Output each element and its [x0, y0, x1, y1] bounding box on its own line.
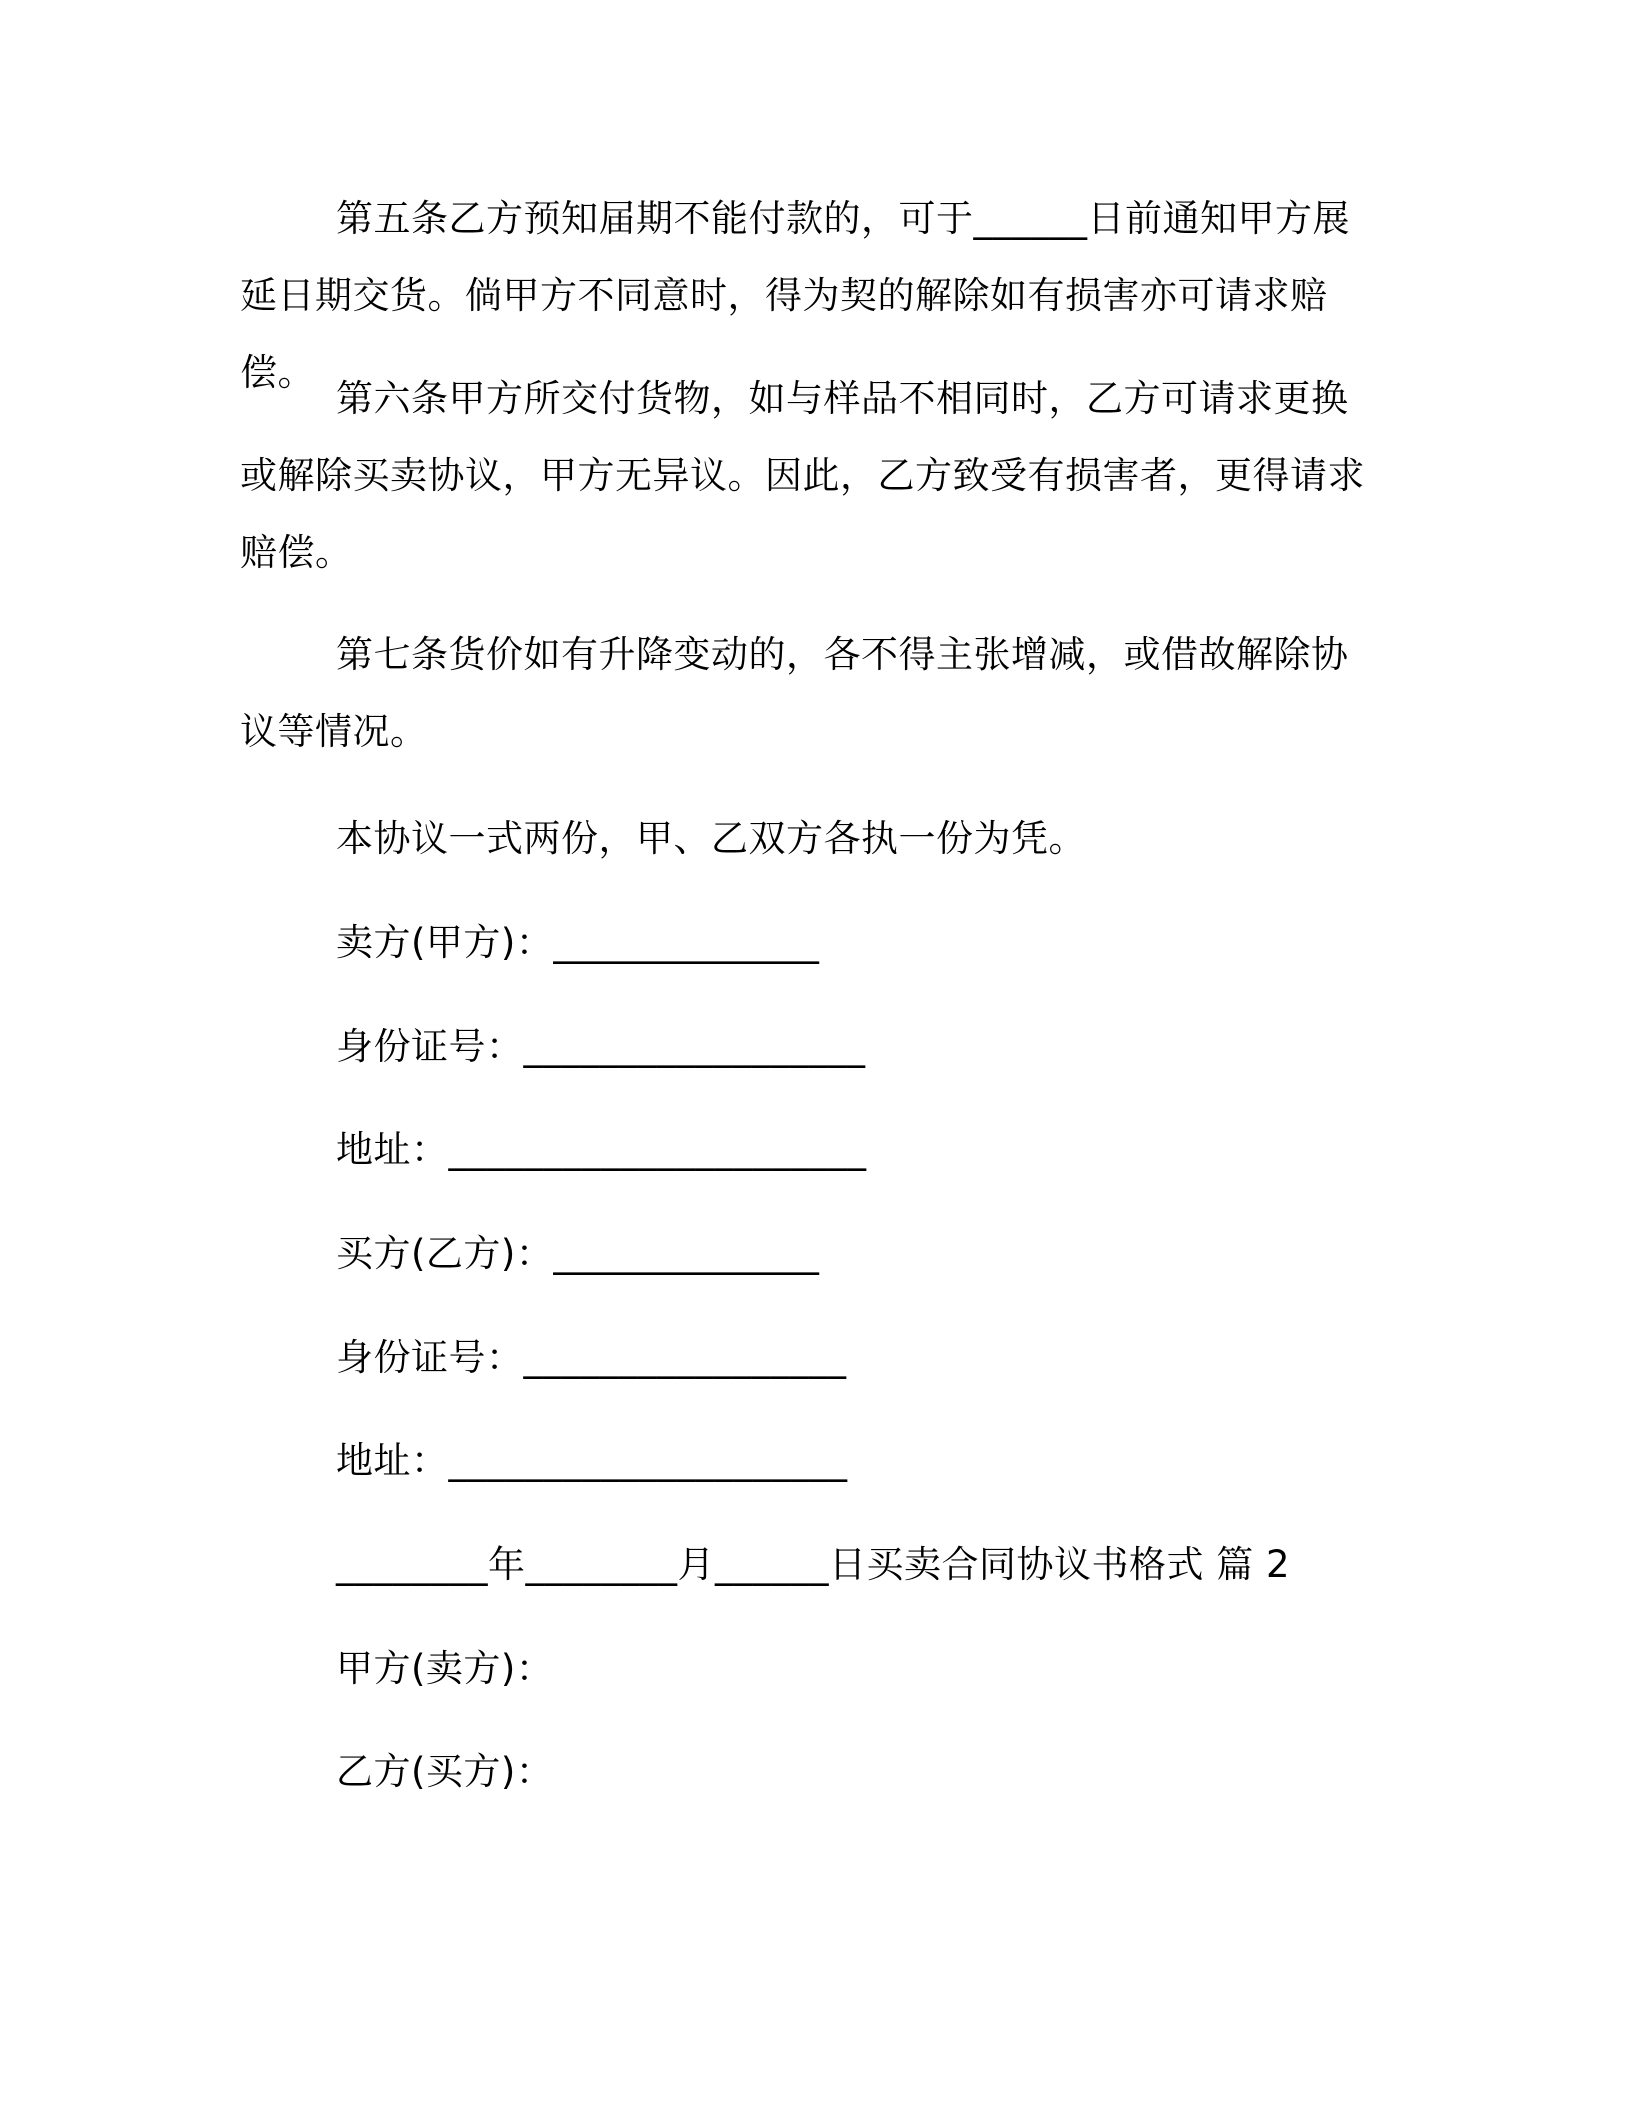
party-b-buyer-label: 乙方(买方)： — [336, 1750, 554, 1793]
article-7-paragraph: 第七条货价如有升降变动的，各不得主张增减，或借故解除协议等情况。 — [240, 633, 1349, 753]
copies-statement: 本协议一式两份，甲、乙双方各执一份为凭。 — [336, 817, 1086, 860]
date-and-section-title: ________年________月______日买卖合同协议书格式 篇 2 — [336, 1543, 1291, 1586]
buyer-signature-line: 买方(乙方)：______________ — [336, 1232, 820, 1275]
seller-address-line: 地址：______________________ — [336, 1128, 867, 1171]
buyer-address-line: 地址：_____________________ — [336, 1439, 848, 1482]
article-6-paragraph: 第六条甲方所交付货物，如与样品不相同时，乙方可请求更换或解除买卖协议，甲方无异议。因此，乙方致受有损害者，更得请求赔偿。 — [240, 377, 1365, 574]
seller-id-number-line: 身份证号：__________________ — [336, 1025, 866, 1068]
seller-signature-line: 卖方(甲方)：______________ — [336, 921, 820, 964]
article-5-paragraph: 第五条乙方预知届期不能付款的，可于______日前通知甲方展延日期交货。倘甲方不同意时，得为契的解除如有损害亦可请求赔偿。 — [240, 197, 1350, 394]
party-a-seller-label: 甲方(卖方)： — [336, 1647, 554, 1690]
buyer-id-number-line: 身份证号：_________________ — [336, 1336, 847, 1379]
